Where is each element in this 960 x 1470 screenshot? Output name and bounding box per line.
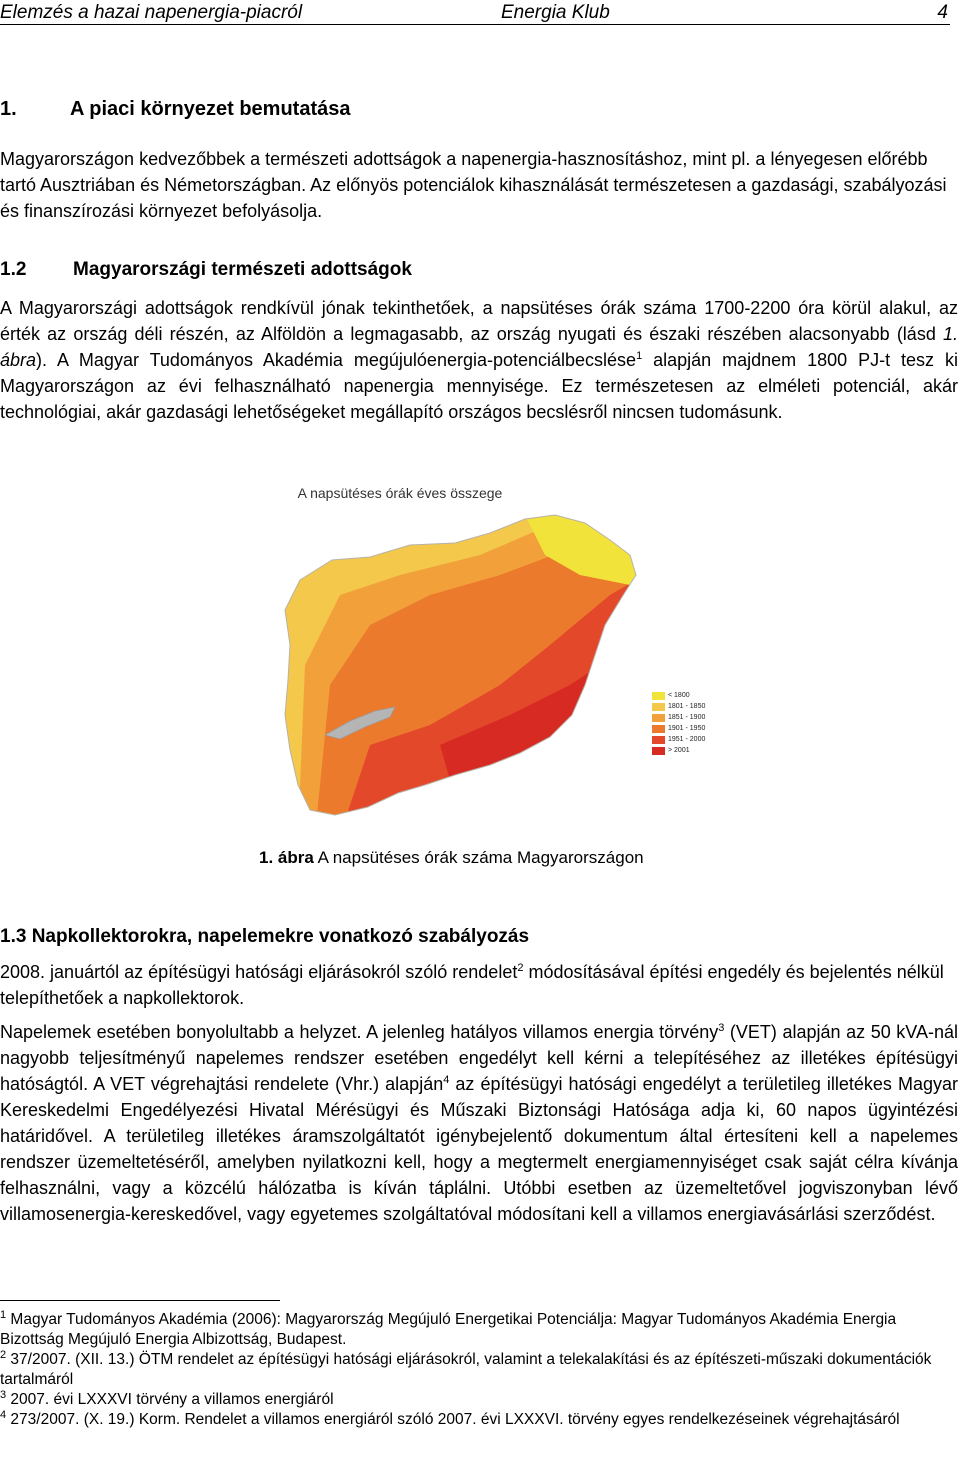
figure-caption-number: 1. ábra <box>259 848 314 867</box>
section-1-3-p2-text-b: (VET) alapján az 50 kVA-nál nagyobb teljesítményű napelemes rendszer esetében engedélyt kell kérni a telepítéséhez az illetékes építésügyi hatóságtól. A VET végrehajtási rendelete (Vhr.) alapján <box>0 1022 958 1094</box>
section-1-2-title: Magyarországi természeti adottságok <box>73 259 412 280</box>
section-1-3-p2-text-c: az építésügyi hatósági engedélyt a területileg illetékes Magyar Kereskedelmi Engedélyezési Hivatal Mérésügyi és Műszaki Biztonsági Hatósága adja ki, 60 napos ügyintézési határidővel. A területileg illetékes áramszolgáltatót igénybejelentő dokumentum által értesíteni kell a napelemes rendszer üzemeltetéséről, amelyben nyilatkozni kell, hogy a megtermelt energiamennyiséget csak saját célra kívánja felhasználni, vagy a közcélú hálózatba is kíván táplálni. Utóbbi esetben az üzemeltetővel jogviszonyban lévő villamosenergia-kereskedővel, vagy egyetemes szolgáltatóval módosítani kell a villamos energiavásárlási szerződést. <box>0 1074 958 1224</box>
section-1-heading <box>0 98 350 121</box>
footnote-ref-1[interactable]: 1 <box>636 350 643 362</box>
footnote-2 <box>0 1350 958 1390</box>
legend-label: 1851 - 1900 <box>668 714 706 721</box>
section-1-intro: Magyarországon kedvezőbbek a természeti adottságok a napenergia-hasznosításhoz, mint pl. a lényegesen előrébb tartó Ausztriában és Németországban. Az előnyös potenciálok kihasználását természetesen a gazdasági, szabályozási és finanszírozási környezet befolyásolja. <box>0 149 947 221</box>
footnote-3 <box>0 1390 958 1410</box>
figure-caption <box>259 848 644 868</box>
header-page-number: 4 <box>937 2 948 23</box>
footnote-text: 273/2007. (X. 19.) Korm. Rendelet a villamos energiáról szóló 2007. évi LXXXVI. törvény egyes rendelkezéseinek végrehajtásáról <box>6 1411 900 1428</box>
footnote-text: 2007. évi LXXXVI törvény a villamos energiáról <box>6 1391 334 1408</box>
page-header <box>0 0 960 24</box>
legend-item <box>652 745 705 756</box>
hungary-sunshine-map <box>250 485 730 835</box>
legend-swatch <box>652 725 665 733</box>
legend-item <box>652 690 705 701</box>
footnote-ref-4[interactable]: 4 <box>443 1074 450 1086</box>
section-1-2-text-a: A Magyarországi adottságok rendkívül jónak tekinthetőek, a napsütéses órák száma 1700-2200 óra körül alakul, az érték az ország déli részén, az Alföldön a legmagasabb, az ország nyugati és északi részében alacsonyabb (lásd <box>0 298 958 344</box>
map-legend <box>652 690 705 756</box>
section-1-3-p1-text-a: 2008. januártól az építésügyi hatósági eljárásokról szóló rendelet <box>0 962 518 982</box>
section-1-3-number: 1.3 <box>0 926 27 947</box>
legend-label: > 2001 <box>668 747 690 754</box>
legend-item <box>652 712 705 723</box>
section-1-2-text-b: ). A Magyar Tudományos Akadémia megújulóenergia-potenciálbecslése <box>36 350 637 370</box>
legend-label: 1951 - 2000 <box>668 736 706 743</box>
legend-label: 1801 - 1850 <box>668 703 706 710</box>
section-1-3-p1-text-b: módosításával építési engedély és bejelentés nélkül telepíthetőek a napkollektorok. <box>0 962 944 1008</box>
legend-label: < 1800 <box>668 692 690 699</box>
footnote-ref-3[interactable]: 3 <box>718 1022 725 1034</box>
section-1-2-heading <box>0 259 412 281</box>
legend-label: 1901 - 1950 <box>668 725 706 732</box>
section-1-3-paragraph-2 <box>0 1019 958 1227</box>
footnotes <box>0 1310 958 1430</box>
figure-caption-text: A napsütéses órák száma Magyarországon <box>313 848 644 867</box>
footnote-4 <box>0 1410 958 1430</box>
section-1-3-title: Napkollektorokra, napelemekre vonatkozó szabályozás <box>31 926 530 947</box>
section-1-title: A piaci környezet bemutatása <box>70 98 351 120</box>
figure-reference: 1. ábra <box>0 324 958 370</box>
section-1-3-paragraph-1 <box>0 959 958 1011</box>
legend-item <box>652 701 705 712</box>
footnote-1 <box>0 1310 958 1350</box>
footnote-number: 1 <box>0 1308 7 1321</box>
header-document-title: Elemzés a hazai napenergia-piacról <box>0 2 303 23</box>
sunshine-zones <box>250 485 730 835</box>
footnote-number: 3 <box>0 1388 7 1401</box>
map-title: A napsütéses órák éves összege <box>297 485 503 501</box>
footnote-text: Magyar Tudományos Akadémia (2006): Magyarország Megújuló Energetikai Potenciálja: Magyar Tudományos Akadémia Energia Bizottság Megújuló Energia Albizottság, Budapest. <box>0 1311 897 1348</box>
footnote-separator <box>0 1300 280 1301</box>
legend-item <box>652 734 705 745</box>
legend-swatch <box>652 703 665 711</box>
footnote-ref-2[interactable]: 2 <box>517 962 524 974</box>
header-organization: Energia Klub <box>501 2 610 23</box>
footnote-number: 4 <box>0 1408 7 1421</box>
section-1-2-paragraph <box>0 295 958 425</box>
legend-swatch <box>652 736 665 744</box>
section-1-2-text-c: alapján majdnem 1800 PJ-t tesz ki Magyarországon az évi felhasználható napenergia mennyisége. Ez természetesen az elméleti potenciál, akár technológiai, akár gazdasági lehetőségeket megállapító országos becslésről nincsen tudomásunk. <box>0 350 958 422</box>
header-rule <box>0 24 950 25</box>
section-1-2-number: 1.2 <box>0 259 27 280</box>
legend-swatch <box>652 747 665 755</box>
section-1-3-p2-text-a: Napelemek esetében bonyolultabb a helyzet. A jelenleg hatályos villamos energia törvény <box>0 1022 719 1042</box>
section-1-3-heading <box>0 926 529 948</box>
footnote-text: 37/2007. (XII. 13.) ÖTM rendelet az építésügyi hatósági eljárásokról, valamint a telekalakítási és az építészeti-műszaki dokumentációk tartalmáról <box>0 1351 932 1388</box>
legend-swatch <box>652 714 665 722</box>
sunshine-map-figure <box>250 485 730 835</box>
legend-item <box>652 723 705 734</box>
section-1-number: 1. <box>0 98 17 120</box>
footnote-number: 2 <box>0 1348 7 1361</box>
legend-swatch <box>652 692 665 700</box>
